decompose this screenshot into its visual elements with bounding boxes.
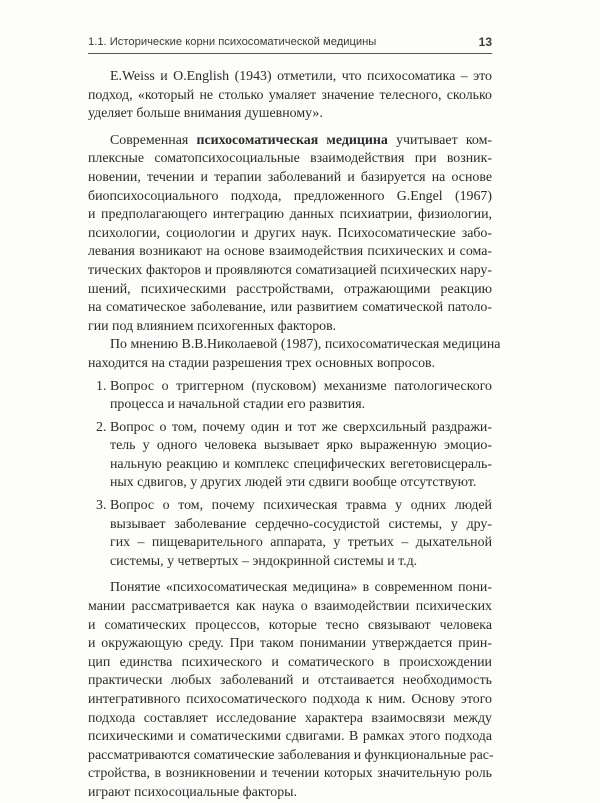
- text-line: подход, «который не столько умаляет значение телесного, сколько: [88, 87, 492, 103]
- running-header: [88, 32, 492, 52]
- text-line: ных сдвигов, у других людей эти сдвиги вообще отсутствуют.: [110, 475, 477, 491]
- text-line: на соматическое заболевание, или развитием соматической патоло-: [88, 300, 492, 316]
- text-line: мании рассматривается как наука о взаимодействии психических: [88, 599, 492, 615]
- text-line: биопсихосоциального подхода, предложенного G.Engel (1967): [88, 188, 492, 204]
- text-line: уделяет больше внимания душевному».: [88, 106, 323, 122]
- text-fragment: учитывает ком-: [396, 132, 492, 148]
- list-number: 1.: [96, 378, 107, 394]
- text-line: и окружающую среду. При таком понимании утверждается прин-: [88, 636, 492, 652]
- list-item: [88, 378, 492, 415]
- text-line: цип единства психического и соматического в происхождении: [88, 654, 492, 670]
- text-line: нальную реакцию и комплекс специфических вегетовисцераль-: [110, 456, 492, 472]
- text-line: играют психосоциальные факторы.: [88, 784, 297, 800]
- text-line: гих – пищеварительного аппарата, у третьих – дыхательной: [110, 535, 492, 551]
- text-line: [88, 132, 492, 151]
- text-line: психическими и соматическими сдвигами. В рамках этого подхода: [88, 729, 492, 745]
- header-rule: [88, 53, 492, 54]
- text-line: психологии, социологии и других наук. Психосоматические забо-: [88, 225, 492, 241]
- text-line: подхода составляет исследование характера взаимосвязи между: [88, 710, 492, 726]
- text-line: плексные соматопсихосоциальные взаимодействия при возник-: [88, 151, 492, 167]
- text-line: новении, течении и терапии заболеваний и базируется на основе: [88, 169, 492, 185]
- section-title: 1.1. Исторические корни психосоматической медицины: [88, 36, 377, 48]
- text-line: Вопрос о том, почему один и тот же сверхсильный раздражи-: [110, 419, 492, 435]
- paragraph-1: [88, 68, 492, 124]
- paragraph-4: [88, 579, 492, 802]
- text-line: процесса и начальной стадии его развития.: [110, 397, 366, 413]
- paragraph-3: [88, 336, 501, 373]
- list-number: 2.: [96, 419, 107, 435]
- text-line: По мнению В.В.Николаевой (1987), психосоматическая медицина: [110, 337, 501, 353]
- page-number: 13: [478, 35, 492, 49]
- text-fragment: Современная: [110, 132, 189, 148]
- text-line: левания возникают на основе взаимодействия психических и сома-: [88, 244, 492, 260]
- text-line: Понятие «психосоматическая медицина» в современном пони-: [110, 580, 492, 596]
- text-line: практически любых заболеваний и отстаивается необходимость: [88, 673, 492, 689]
- text-line: и соматических процессов, которые тесно связывают человека: [88, 617, 492, 633]
- text-line: гии под влиянием психогенных факторов.: [88, 318, 337, 334]
- list-item: [88, 419, 492, 493]
- text-line: тических факторов и проявляются соматизацией психических нару-: [88, 262, 492, 278]
- text-line: системы, у четвертых – эндокринной системы и т.д.: [110, 553, 418, 569]
- text-line: и предполагающего интеграцию данных психиатрии, физиологии,: [88, 207, 492, 223]
- text-line: тель у одного человека вызывает ярко выраженную эмоцио-: [110, 438, 492, 454]
- list-item: [88, 497, 492, 571]
- emphasized-term: психосоматическая медицина: [196, 132, 388, 148]
- text-line: вызывает заболевание сердечно-сосудистой системы, у дру-: [110, 516, 492, 532]
- text-line: E.Weiss и O.English (1943) отметили, что психосоматика – это: [110, 69, 492, 84]
- text-line: Вопрос о том, почему психическая травма у одних людей: [110, 498, 492, 514]
- text-line: шений, психическими расстройствами, отражающими реакцию: [88, 281, 492, 297]
- text-line: интегративного психосоматического подхода к ним. Основу этого: [88, 692, 492, 707]
- text-line: рассматриваются соматические заболевания и функциональные рас-: [88, 747, 494, 763]
- paragraph-2: [88, 132, 492, 337]
- list-number: 3.: [96, 498, 107, 514]
- text-line: находится на стадии разрешения трех основных вопросов.: [88, 355, 436, 371]
- main-text: [88, 68, 501, 803]
- text-line: Вопрос о триггерном (пусковом) механизме патологического: [110, 378, 492, 394]
- text-line: стройства, в возникновении и течении которых значительную роль: [88, 766, 492, 782]
